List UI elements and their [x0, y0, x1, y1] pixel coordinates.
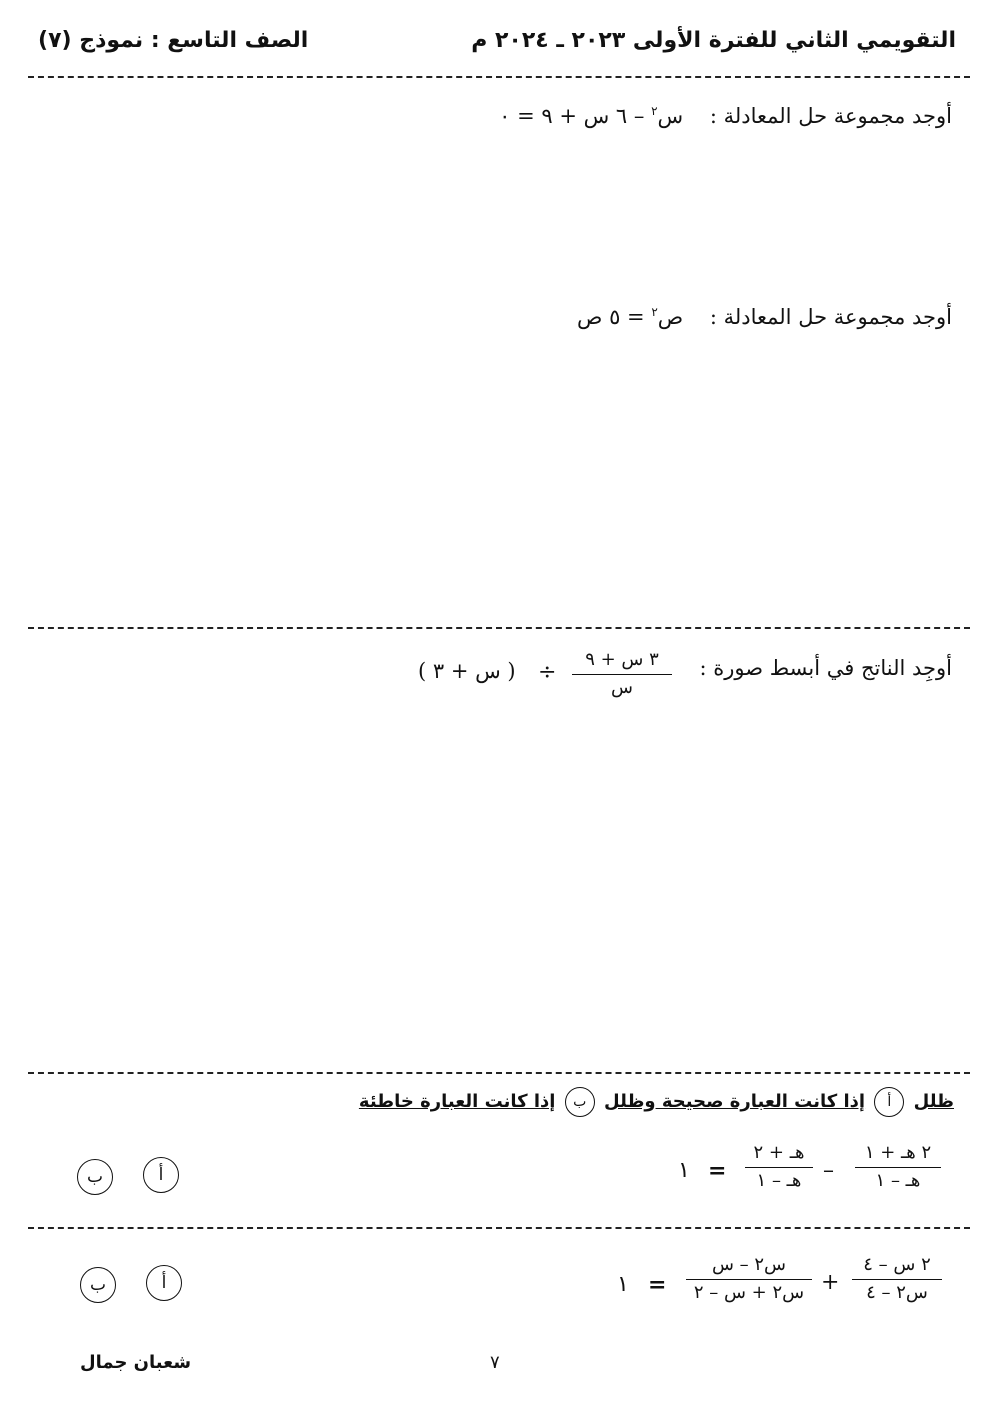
fraction-numerator: هـ + ٢	[753, 1142, 805, 1163]
divider	[28, 1227, 970, 1229]
fraction-bar	[686, 1279, 812, 1280]
item-1-operator: –	[823, 1158, 834, 1183]
item-1-option-b[interactable]: ب	[77, 1159, 113, 1195]
item-1-option-a[interactable]: أ	[143, 1157, 179, 1193]
question-3-fraction	[572, 650, 672, 698]
fraction-numerator: س٢ – س	[711, 1254, 787, 1275]
instruction	[359, 1087, 954, 1117]
divider	[28, 627, 970, 629]
fraction-numerator: ٢ س – ٤	[863, 1254, 931, 1275]
fraction-denominator: س٢ – ٤	[866, 1281, 928, 1303]
choice-b-marker: ب	[565, 1087, 595, 1117]
question-3-text: أوجِد الناتج في أبسط صورة :	[699, 656, 952, 680]
instruction-part-2: إذا كانت العبارة صحيحة وظلل	[604, 1091, 866, 1112]
item-2-option-b[interactable]: ب	[80, 1267, 116, 1303]
fraction-bar	[855, 1167, 941, 1168]
fraction-numerator: ٣ س + ٩	[585, 649, 659, 670]
question-1-text: أوجد مجموعة حل المعادلة :	[709, 104, 952, 128]
instruction-part-1: ظلل	[913, 1091, 954, 1112]
question-1-rest: – ٦ س + ٩ = ٠	[499, 104, 645, 128]
item-1-equals: =	[708, 1158, 727, 1184]
fraction-bar	[852, 1279, 942, 1280]
fraction-denominator: س٢ + س – ٢	[693, 1281, 805, 1303]
question-2	[577, 305, 952, 329]
item-2-rhs: ١	[617, 1272, 629, 1297]
fraction-bar	[745, 1167, 813, 1168]
question-2-lhs: ص	[657, 305, 684, 329]
page-title: التقويمي الثاني للفترة الأولى ٢٠٢٣ ـ ٢٠٢٤ م	[471, 28, 956, 53]
item-1-fraction-1	[855, 1143, 941, 1191]
division-sign: ÷	[538, 660, 557, 685]
page-number: ٧	[490, 1352, 500, 1373]
fraction-denominator: هـ – ١	[875, 1169, 921, 1191]
question-1	[499, 104, 952, 128]
item-2-fraction-1	[852, 1255, 942, 1303]
author-name: شعبان جمال	[80, 1352, 192, 1373]
item-2-option-a[interactable]: أ	[146, 1265, 182, 1301]
divider	[28, 76, 970, 78]
divider	[28, 1072, 970, 1074]
question-2-exponent: ٢	[651, 305, 658, 319]
item-1-rhs: ١	[678, 1158, 690, 1183]
fraction-bar	[572, 674, 672, 675]
fraction-denominator: هـ – ١	[756, 1169, 802, 1191]
fraction-numerator: ٢ هـ + ١	[864, 1142, 932, 1163]
item-2-fraction-2	[686, 1255, 812, 1303]
choice-a-marker: أ	[874, 1087, 904, 1117]
item-1-fraction-2	[745, 1143, 813, 1191]
question-1-exponent: ٢	[651, 104, 658, 118]
instruction-part-3: إذا كانت العبارة خاطئة	[358, 1091, 556, 1112]
fraction-denominator: س	[611, 676, 633, 698]
question-3-rhs: ( س + ٣ )	[418, 659, 516, 683]
question-2-text: أوجد مجموعة حل المعادلة :	[709, 305, 952, 329]
question-1-lhs: س	[657, 104, 684, 128]
item-2-operator: +	[821, 1270, 840, 1295]
question-2-rest: = ٥ ص	[576, 305, 645, 329]
item-2-equals: =	[648, 1272, 667, 1298]
grade-label: الصف التاسع : نموذج (٧)	[38, 28, 309, 53]
